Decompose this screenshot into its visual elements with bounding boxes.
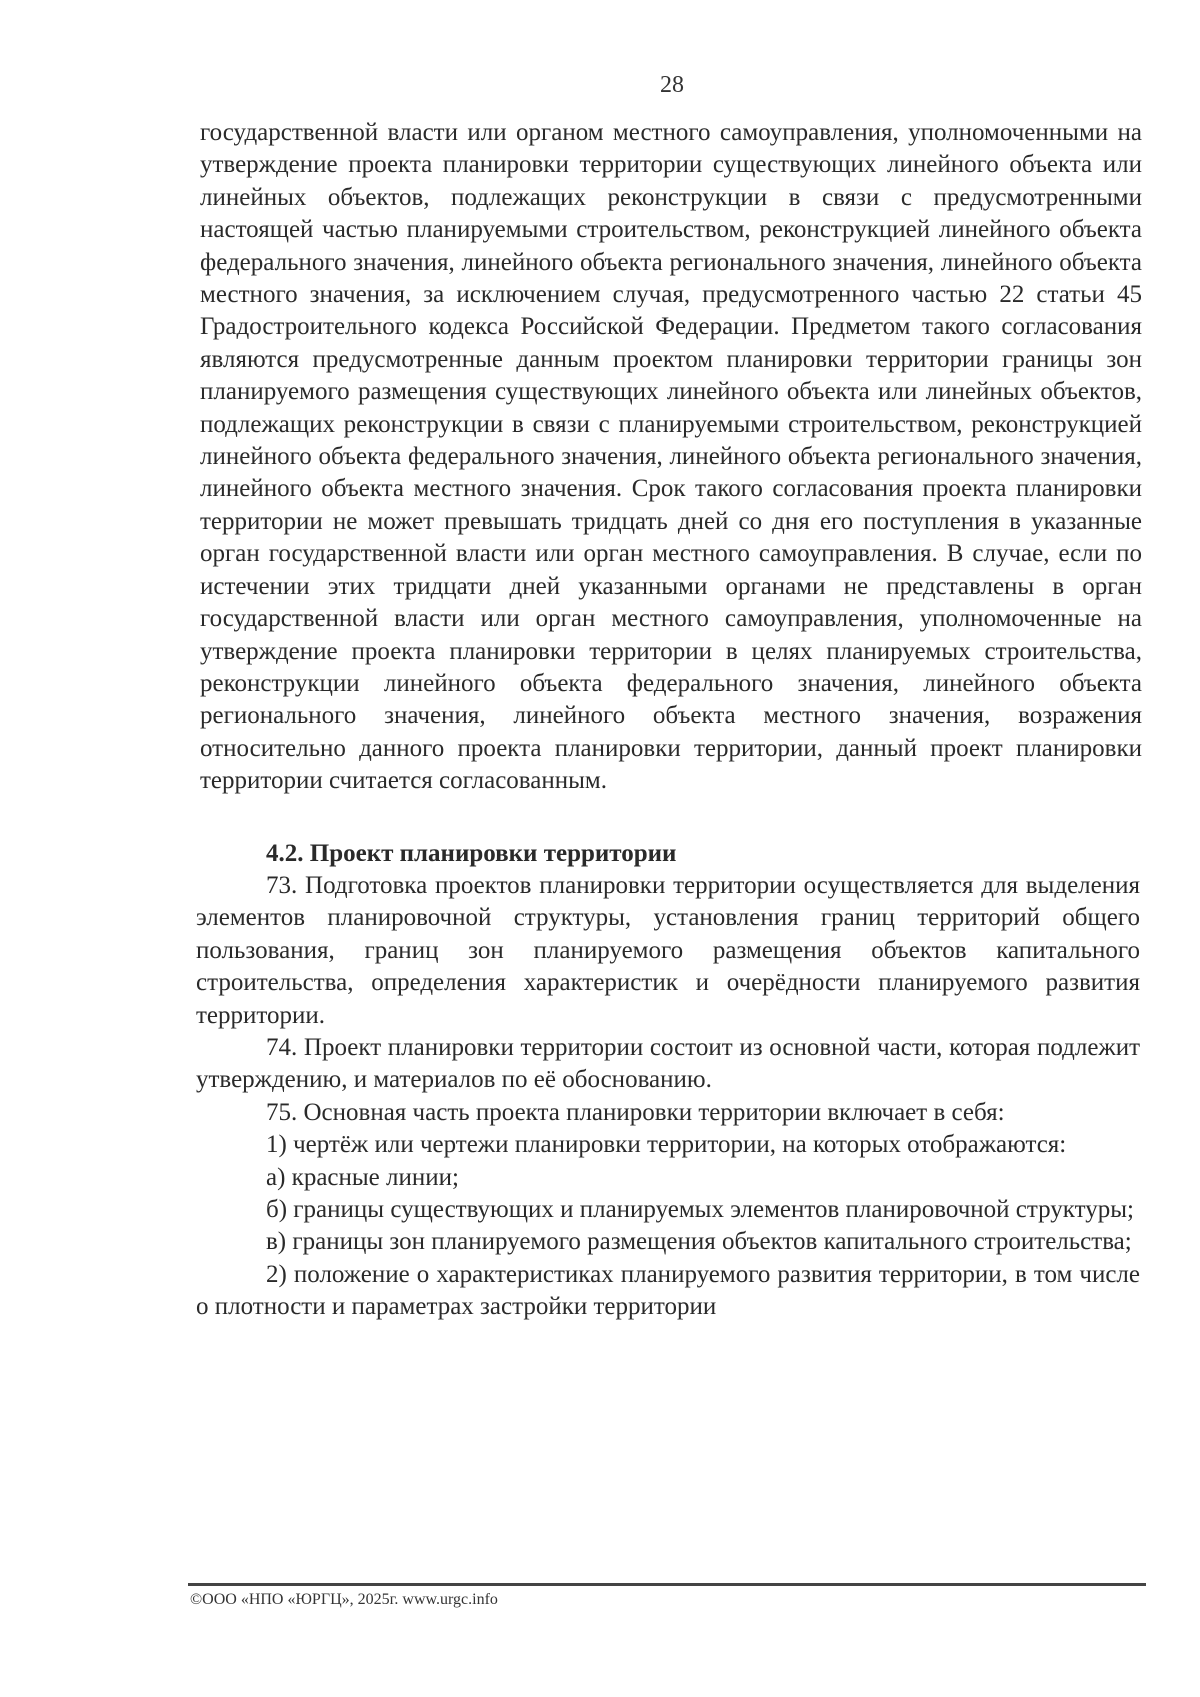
footer-divider [188,1583,1146,1586]
list-item-1: 1) чертёж или чертежи планировки территории, на которых отображаются: [266,1131,1067,1159]
continuation-paragraph: государственной власти или органом местного самоуправления, уполномоченными на утверждение проекта планировки территории существующих линейного объекта или линейных объектов, подлежащих реконструкции в связи с предусмотренными настоящей частью планируемыми строительством, реконструкцией линейного объекта федерального значения, линейного объекта регионального значения, линейного объекта местного значения, за исключением случая, предусмотренного частью 22 статьи 45 Градостроительного кодекса Российской Федерации. Предметом такого согласования являются предусмотренные данным проектом планировки территории границы зон планируемого размещения существующих линейного объекта или линейных объектов, подлежащих реконструкции в связи с планируемыми строительством, реконструкцией линейного объекта федерального значения, линейного объекта регионального значения, линейного объекта местного значения. Срок такого согласования проекта планировки территории не может превышать тридцать дней со дня его поступления в указанные орган государственной власти или орган местного самоуправления. В случае, если по истечении этих тридцати дней указанными органами не представлены в орган государственной власти или орган местного самоуправления, уполномоченные на утверждение проекта планировки территории в целях планируемых строительства, реконструкции линейного объекта федерального значения, линейного объекта регионального значения, линейного объекта местного значения, возражения относительно данного проекта планировки территории, данный проект планировки территории считается согласованным. [200,119,1142,795]
paragraph-73: 73. Подготовка проектов планировки территории осуществляется для выделения элементов планировочной структуры, установления границ территорий общего пользования, границ зон планируемого размещения объектов капитального строительства, определения характеристик и очерёдности планируемого развития территории. [196,871,1140,1029]
section-heading: 4.2. Проект планировки территории [266,839,677,867]
section-content [196,870,1140,1324]
page-number: 28 [660,72,684,98]
list-item-v: в) границы зон планируемого размещения объектов капитального строительства; [266,1228,1132,1256]
footer-copyright: ©ООО «НПО «ЮРГЦ», 2025г. www.urgc.info [190,1591,498,1608]
paragraph-74: 74. Проект планировки территории состоит из основной части, которая подлежит утверждению, и материалов по её обоснованию. [196,1033,1140,1094]
paragraph-75: 75. Основная часть проекта планировки территории включает в себя: [266,1098,1005,1126]
list-item-a: а) красные линии; [266,1163,459,1191]
list-item-b: б) границы существующих и планируемых элементов планировочной структуры; [266,1196,1134,1223]
list-item-2: 2) положение о характеристиках планируемого развития территории, в том числе о плотности и параметрах застройки территории [196,1260,1140,1321]
document-body [196,117,1146,1324]
